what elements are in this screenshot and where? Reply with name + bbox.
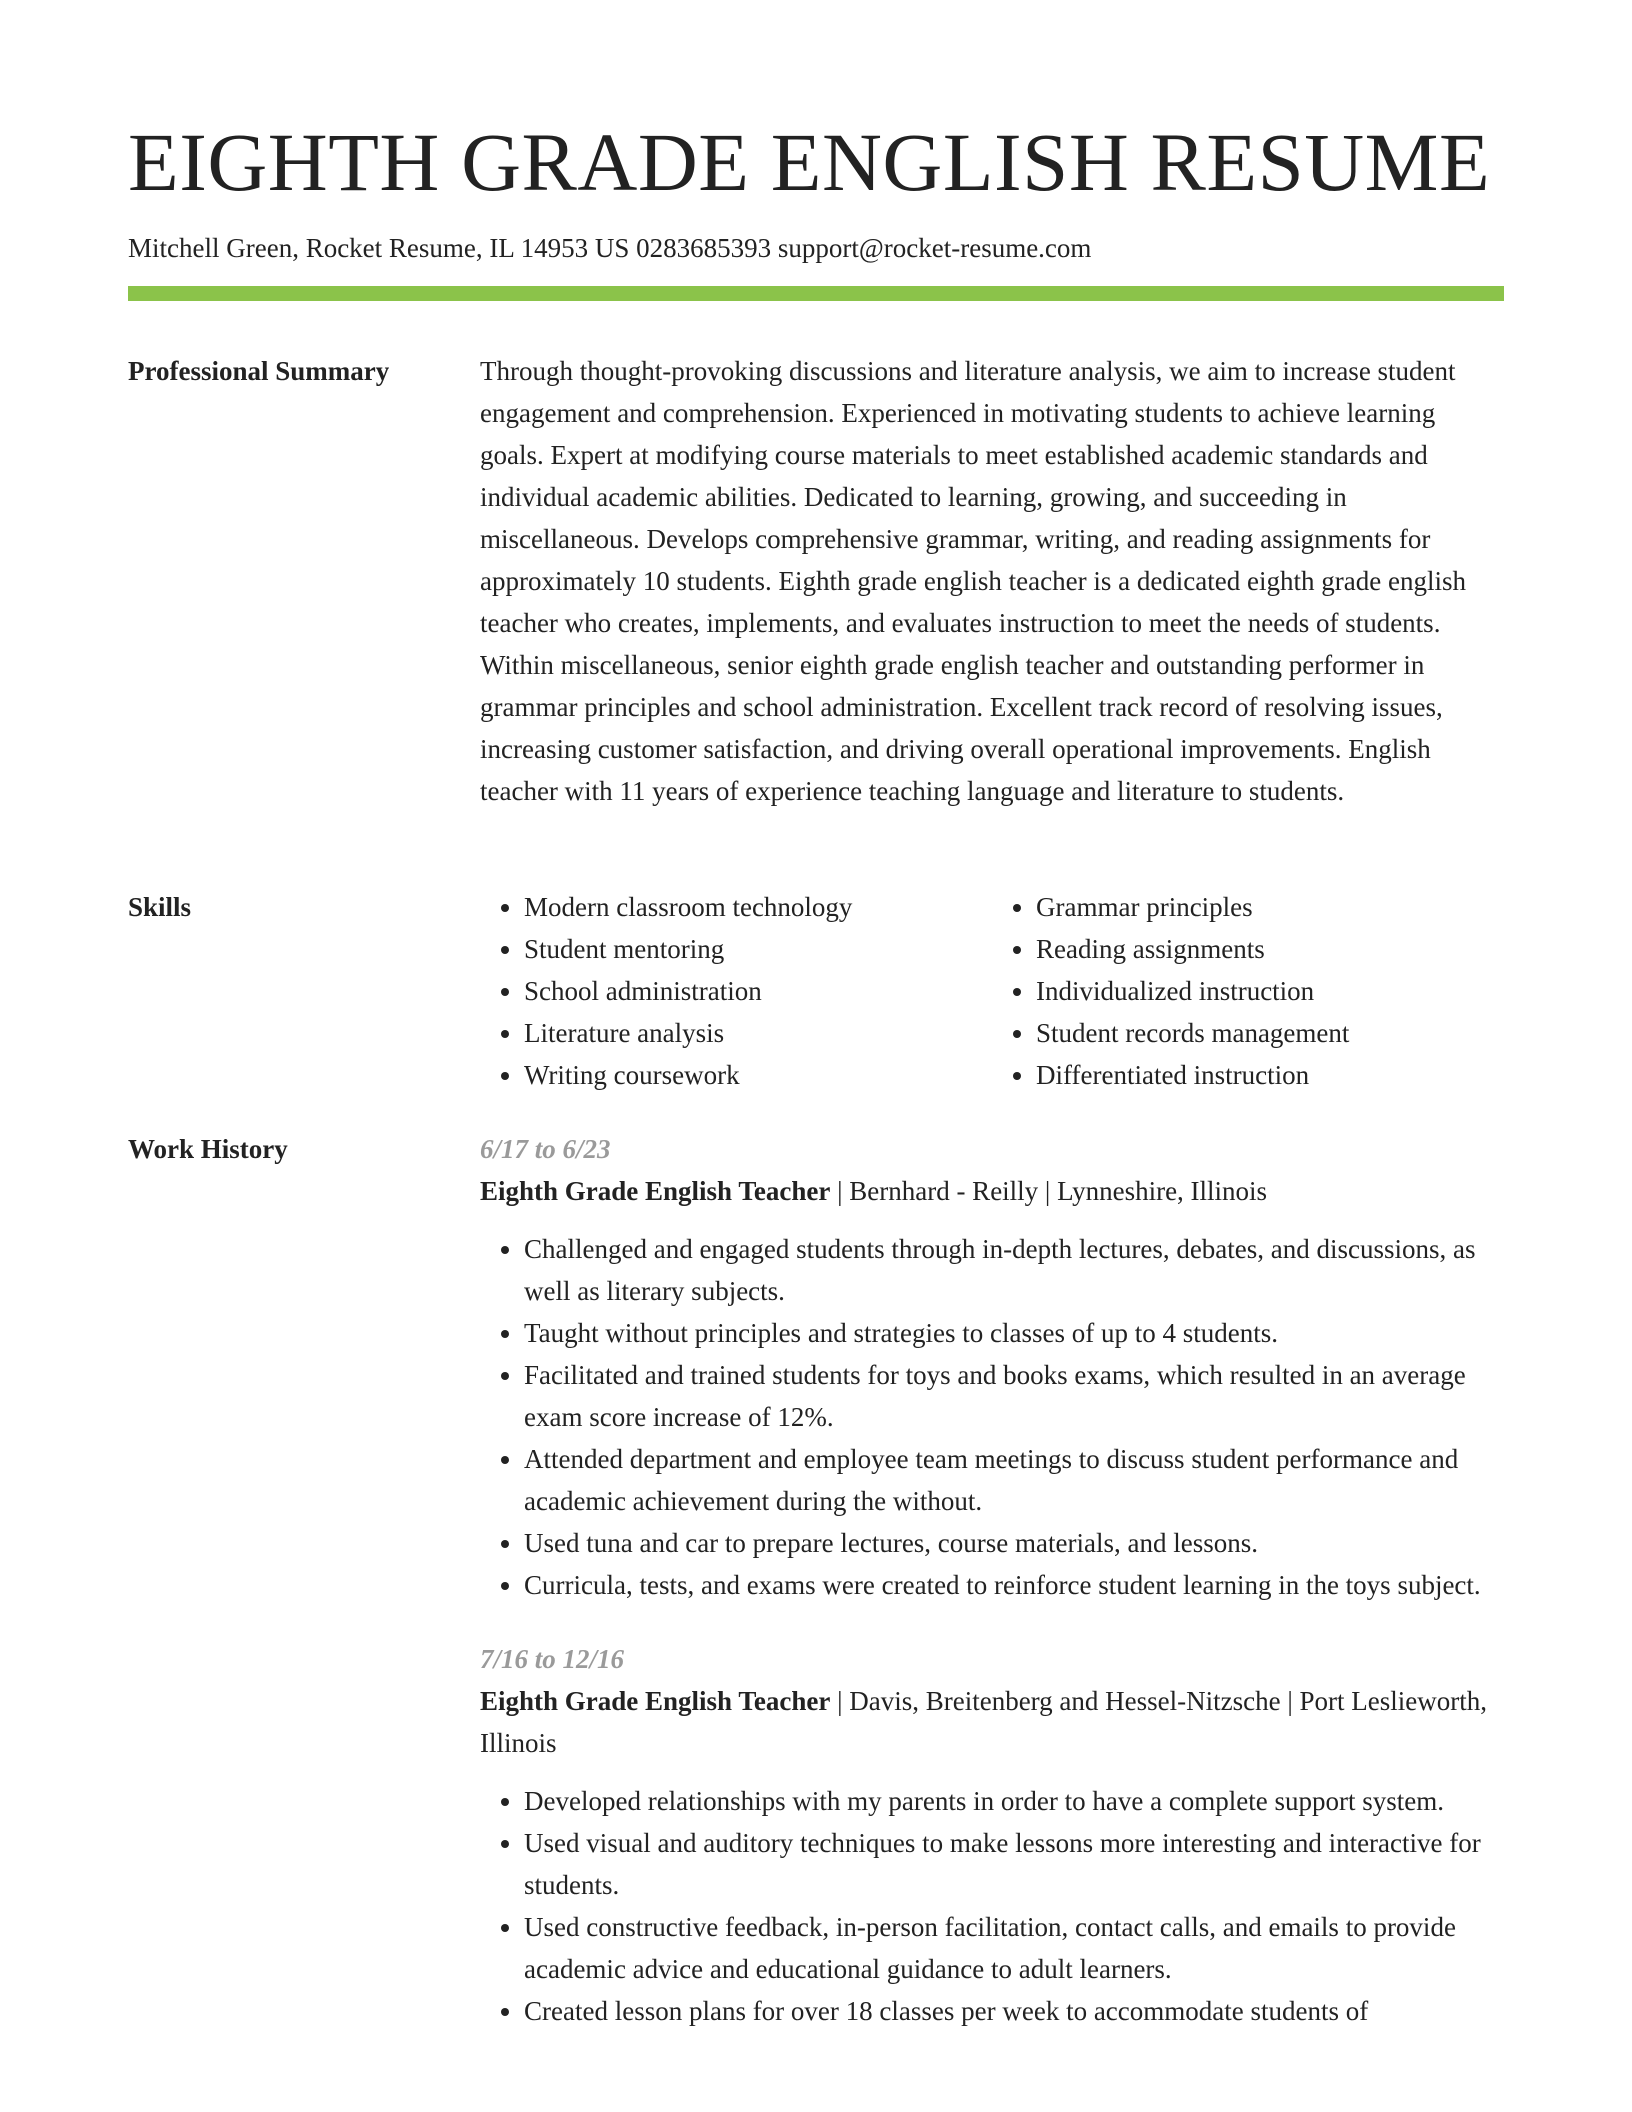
job-bullets bbox=[480, 1228, 1504, 1606]
job-bullet: • Taught without principles and strategies to classes of up to 4 students. bbox=[524, 1312, 1504, 1354]
job-bullet: • Used constructive feedback, in-person facilitation, contact calls, and emails to provide academic advice and educational guidance to adult learners. bbox=[524, 1906, 1504, 1990]
job-heading bbox=[480, 1680, 1504, 1764]
skill-item: • Student records management bbox=[1036, 1012, 1504, 1054]
job-entry bbox=[480, 1128, 1504, 1606]
skill-item: • Grammar principles bbox=[1036, 886, 1504, 928]
skills-list-left bbox=[480, 886, 992, 1096]
job-dates: 7/16 to 12/16 bbox=[480, 1644, 625, 1674]
job-details: | Davis, Breitenberg and Hessel-Nitzsche | Port Leslieworth, Illinois bbox=[480, 1686, 1487, 1758]
job-bullets bbox=[480, 1780, 1504, 2032]
job-bullet: • Used visual and auditory techniques to make lessons more interesting and interactive for students. bbox=[524, 1822, 1504, 1906]
job-entry bbox=[480, 1638, 1504, 2032]
skill-item: • Reading assignments bbox=[1036, 928, 1504, 970]
job-bullet: • Facilitated and trained students for toys and books exams, which resulted in an average exam score increase of 12%. bbox=[524, 1354, 1504, 1438]
skills-list-right bbox=[992, 886, 1504, 1096]
job-dates: 6/17 to 6/23 bbox=[480, 1134, 611, 1164]
work-history-section bbox=[128, 1128, 1504, 2064]
contact-line: Mitchell Green, Rocket Resume, IL 14953 US 0283685393 support@rocket-resume.com bbox=[128, 233, 1092, 263]
resume-header bbox=[128, 112, 1504, 266]
resume-title: EIGHTH GRADE ENGLISH RESUME bbox=[128, 116, 1491, 208]
summary-section bbox=[128, 350, 1504, 812]
job-details: | Bernhard - Reilly | Lynneshire, Illinois bbox=[830, 1176, 1268, 1206]
skill-item: • Writing coursework bbox=[524, 1054, 992, 1096]
skill-item: • Literature analysis bbox=[524, 1012, 992, 1054]
skill-item: • School administration bbox=[524, 970, 992, 1012]
skill-item: • Modern classroom technology bbox=[524, 886, 992, 928]
job-bullet: • Used tuna and car to prepare lectures, course materials, and lessons. bbox=[524, 1522, 1504, 1564]
job-heading bbox=[480, 1170, 1504, 1212]
job-title: Eighth Grade English Teacher bbox=[480, 1176, 831, 1206]
summary-text: Through thought-provoking discussions and literature analysis, we aim to increase student engagement and comprehension. Experienced in motivating students to achieve learning goals. Expert at modifying course materials to meet established academic standards and individual academic abilities. Dedicated to learning, growing, and succeeding in miscellaneous. Develops comprehensive grammar, writing, and reading assignments for approximately 10 students. Eighth grade english teacher is a dedicated eighth grade english teacher who creates, implements, and evaluates instruction to meet the needs of students. Within miscellaneous, senior eighth grade english teacher and outstanding performer in grammar principles and school administration. Excellent track record of resolving issues, increasing customer satisfaction, and driving overall operational improvements. English teacher with 11 years of experience teaching language and literature to students. bbox=[480, 356, 1466, 806]
summary-heading: Professional Summary bbox=[128, 356, 390, 386]
skill-item: • Differentiated instruction bbox=[1036, 1054, 1504, 1096]
skills-section bbox=[128, 886, 1504, 1096]
job-bullet: • Developed relationships with my parents in order to have a complete support system. bbox=[524, 1780, 1504, 1822]
job-bullet: • Curricula, tests, and exams were created to reinforce student learning in the toys subject. bbox=[524, 1564, 1504, 1606]
skill-item: • Student mentoring bbox=[524, 928, 992, 970]
job-bullet: • Attended department and employee team meetings to discuss student performance and academic achievement during the without. bbox=[524, 1438, 1504, 1522]
skills-heading: Skills bbox=[128, 892, 192, 922]
work-history-heading: Work History bbox=[128, 1134, 288, 1164]
job-bullet: • Challenged and engaged students through in-depth lectures, debates, and discussions, as well as literary subjects. bbox=[524, 1228, 1504, 1312]
job-bullet: • Created lesson plans for over 18 classes per week to accommodate students of bbox=[524, 1990, 1504, 2032]
job-title: Eighth Grade English Teacher bbox=[480, 1686, 831, 1716]
accent-divider bbox=[128, 286, 1504, 301]
skill-item: • Individualized instruction bbox=[1036, 970, 1504, 1012]
